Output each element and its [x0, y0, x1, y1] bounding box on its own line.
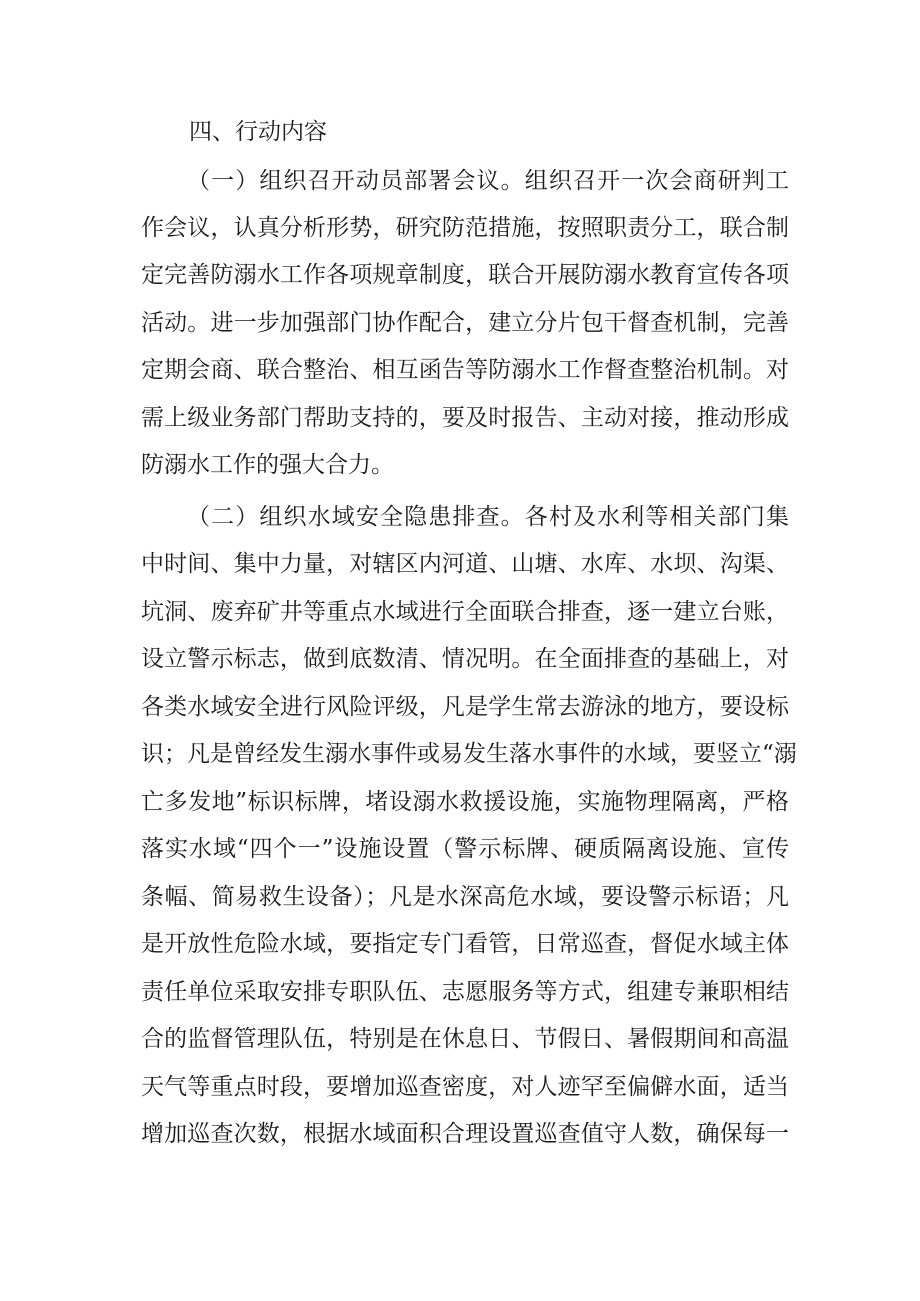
paragraph-2-line-4: 设立警示标志，做到底数清、情况明。在全面排查的基础上，对 — [141, 646, 789, 672]
paragraph-2-line-12: 合的监督管理队伍，特别是在休息日、节假日、暑假期间和高温 — [141, 1026, 789, 1052]
paragraph-1-line-2: 作会议，认真分析形势，研究防范措施，按照职责分工，联合制 — [141, 215, 789, 241]
paragraph-2-line-10: 是开放性危险水域，要指定专门看管，日常巡查，督促水域主体 — [141, 931, 789, 957]
paragraph-1-line-1: （一）组织召开动员部署会议。组织召开一次会商研判工 — [187, 168, 789, 194]
paragraph-2-line-1: （二）组织水域安全隐患排查。各村及水利等相关部门集 — [187, 504, 789, 530]
paragraph-2-line-14: 增加巡查次数，根据水域面积合理设置巡查值守人数，确保每一 — [141, 1121, 789, 1147]
paragraph-2-line-8: 落实水域“四个一”设施设置（警示标牌、硬质隔离设施、宣传 — [141, 836, 789, 862]
paragraph-1-line-3: 定完善防溺水工作各项规章制度，联合开展防溺水教育宣传各项 — [141, 262, 789, 288]
section-heading: 四、行动内容 — [189, 119, 327, 145]
paragraph-1-line-6: 需上级业务部门帮助支持的，要及时报告、主动对接，推动形成 — [141, 405, 789, 431]
paragraph-2-line-11: 责任单位采取安排专职队伍、志愿服务等方式，组建专兼职相结 — [141, 979, 789, 1005]
paragraph-2-line-3: 坑洞、废弃矿井等重点水域进行全面联合排查，逐一建立台账， — [141, 599, 789, 625]
paragraph-2-line-13: 天气等重点时段，要增加巡查密度，对人迹罕至偏僻水面，适当 — [141, 1074, 789, 1100]
paragraph-1-line-4: 活动。进一步加强部门协作配合，建立分片包干督查机制，完善 — [141, 310, 789, 336]
paragraph-1-line-5: 定期会商、联合整治、相互函告等防溺水工作督查整治机制。对 — [141, 357, 789, 383]
paragraph-2-line-6: 识；凡是曾经发生溺水事件或易发生落水事件的水域，要竖立“溺 — [141, 741, 797, 767]
paragraph-2-line-2: 中时间、集中力量，对辖区内河道、山塘、水库、水坝、沟渠、 — [141, 551, 789, 577]
paragraph-1-line-7: 防溺水工作的强大合力。 — [141, 452, 394, 478]
paragraph-2-line-5: 各类水域安全进行风险评级，凡是学生常去游泳的地方，要设标 — [141, 694, 789, 720]
paragraph-2-line-7: 亡多发地”标识标牌，堵设溺水救援设施，实施物理隔离，严格 — [141, 789, 789, 815]
paragraph-2-line-9: 条幅、简易救生设备）；凡是水深高危水域，要设警示标语；凡 — [141, 884, 789, 910]
